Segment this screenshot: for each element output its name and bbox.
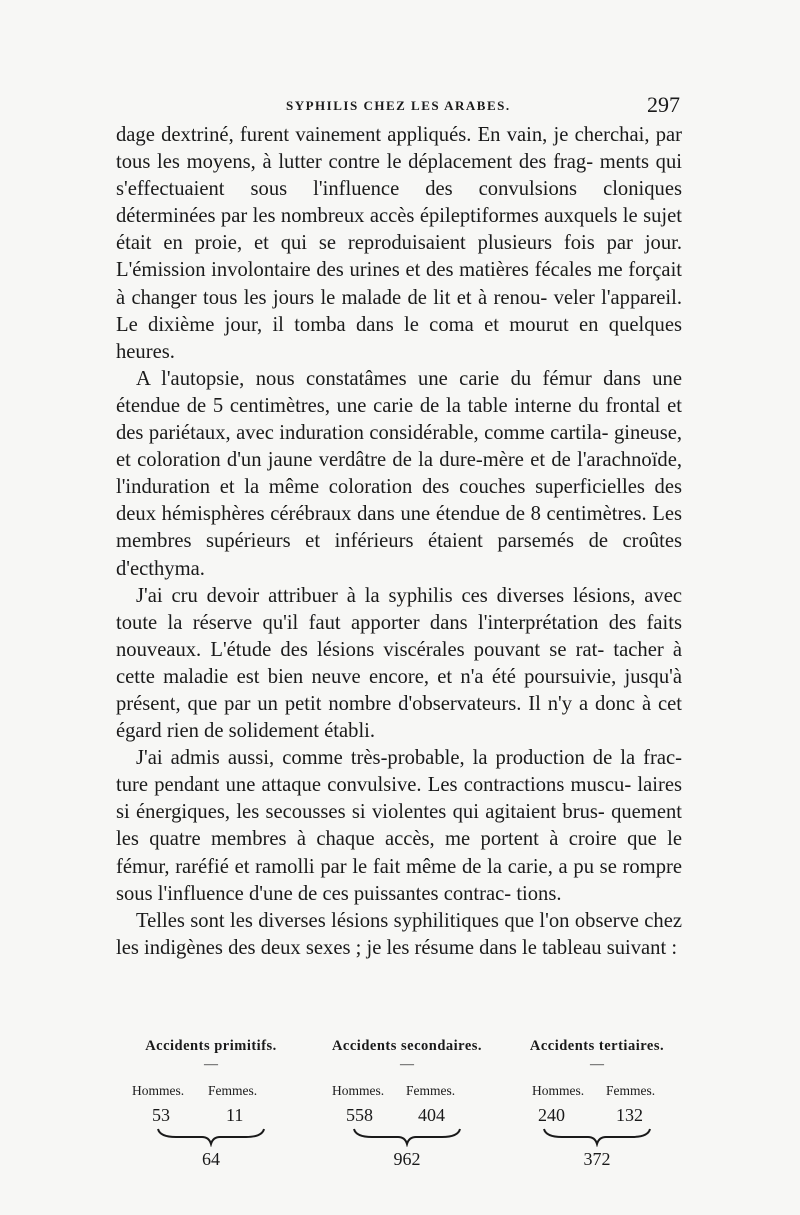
text-line: et des pariétaux, avec induration considérable, comme cartila-: [116, 394, 682, 445]
counts: [116, 1105, 306, 1127]
text-line: J'ai admis aussi, comme très-probable, la production de la frac-: [136, 747, 682, 770]
text-line: quement les quatre membres à chaque accès, me portent à croire: [116, 801, 682, 851]
total-count: 962: [393, 1149, 421, 1169]
text-line: en quelques heures.: [116, 313, 682, 363]
body-text: [116, 122, 682, 962]
paragraph: [116, 366, 682, 583]
men-label: Hommes.: [532, 1083, 585, 1098]
sex-labels: [502, 1083, 692, 1103]
text-line: toute la réserve qu'il faut apporter dans l'interprétation des: [116, 611, 637, 634]
text-line: ture pendant une attaque convulsive. Les contractions muscu-: [116, 774, 632, 797]
men-label: Hommes.: [132, 1083, 185, 1098]
text-line: de 8 centimètres. Les membres supérieurs et inférieurs étaient: [116, 503, 682, 553]
text-line: sujet était en proie, et qui se reproduisaient plusieurs fois par: [116, 205, 682, 255]
text-line: veler l'appareil. Le dixième jour, il tomba dans le coma et mourut: [116, 286, 682, 336]
text-line: suivant :: [606, 936, 678, 959]
text-line: A l'autopsie, nous constatâmes une carie du fémur dans une: [136, 367, 682, 390]
curly-brace-icon: [352, 1127, 462, 1147]
text-line: chez les indigènes des deux sexes ; je les résume dans le tableau: [116, 909, 682, 959]
men-label: Hommes.: [332, 1083, 385, 1098]
paragraph: [116, 583, 682, 746]
total-count: 372: [583, 1149, 611, 1169]
text-line: parsemés de croûtes d'ecthyma.: [116, 530, 683, 580]
table-column-secondary: [312, 1038, 502, 1170]
text-line: déterminées par les nombreux accès épileptiformes auxquels le: [116, 205, 638, 228]
paragraph: [116, 908, 682, 962]
paragraph: [116, 122, 682, 366]
running-head-title: SYPHILIS CHEZ LES ARABES.: [286, 98, 511, 113]
counts: [312, 1105, 502, 1127]
text-line: J'ai cru devoir attribuer à la syphilis ces diverses lésions, avec: [136, 584, 682, 607]
curly-brace-icon: [542, 1127, 652, 1147]
page-number: 297: [647, 92, 680, 117]
column-heading: Accidents secondaires.: [331, 1038, 483, 1054]
men-count: 558: [346, 1105, 373, 1125]
column-dash: —: [204, 1057, 218, 1072]
text-line: donc à cet égard rien de solidement établi.: [116, 692, 682, 743]
text-line: dage dextriné, furent vainement appliqués. En vain, je cherchai,: [116, 124, 650, 146]
text-line: superficielles des deux hémisphères cérébraux dans une étendue: [116, 476, 682, 526]
women-label: Femmes.: [406, 1083, 456, 1098]
text-line: l'arachnoïde, l'induration et la même coloration des couches: [116, 449, 683, 499]
text-line: me forçait à changer tous les jours le malade de lit et à renou-: [116, 259, 683, 309]
counts: [502, 1105, 692, 1127]
total-count: 64: [202, 1149, 220, 1169]
text-line: que le fémur, raréfié et ramolli par le fait même de la carie, a: [116, 828, 682, 878]
text-line: par tous les moyens, à lutter contre le déplacement des frag-: [116, 124, 682, 174]
table-column-tertiary: [502, 1038, 692, 1170]
text-line: laires si énergiques, les secousses si violentes qui agitaient brus-: [116, 774, 682, 824]
column-dash: —: [400, 1057, 414, 1072]
paragraph: [116, 745, 682, 908]
women-count: 404: [418, 1105, 445, 1125]
column-dash: —: [590, 1057, 604, 1072]
text-line: étendue de 5 centimètres, une carie de la table interne du frontal: [116, 394, 661, 417]
table-column-primary: [116, 1038, 306, 1170]
column-heading: Accidents primitifs.: [145, 1038, 277, 1054]
text-line: jour. L'émission involontaire des urines et des matières fécales: [116, 232, 682, 282]
men-count: 53: [152, 1105, 170, 1125]
text-line: tacher à cette maladie est bien neuve encore, et n'a été poursuivie,: [116, 638, 682, 688]
sex-labels: [312, 1083, 502, 1103]
text-line: faits nouveaux. L'étude des lésions viscérales pouvant se rat-: [116, 611, 682, 661]
text-line: gineuse, et coloration d'un jaune verdâtre de la dure-mère et de: [116, 422, 682, 472]
curly-brace-icon: [156, 1127, 266, 1147]
text-line: tions.: [516, 882, 562, 905]
men-count: 240: [538, 1105, 565, 1125]
text-line: Telles sont les diverses lésions syphilitiques que l'on observe: [136, 909, 639, 932]
text-line: ments qui s'effectuaient sous l'influence des convulsions cloniques: [116, 151, 682, 201]
text-line: jusqu'à présent, que par un petit nombre d'observateurs. Il n'y a: [116, 665, 682, 715]
text-line: pu se rompre sous l'influence d'une de ces puissantes contrac-: [116, 855, 682, 905]
sex-labels: [116, 1083, 306, 1103]
women-label: Femmes.: [208, 1083, 258, 1098]
women-count: 11: [226, 1105, 244, 1125]
women-label: Femmes.: [606, 1083, 656, 1098]
column-heading: Accidents tertiaires.: [529, 1038, 665, 1054]
running-head: [116, 92, 680, 122]
women-count: 132: [616, 1105, 643, 1125]
